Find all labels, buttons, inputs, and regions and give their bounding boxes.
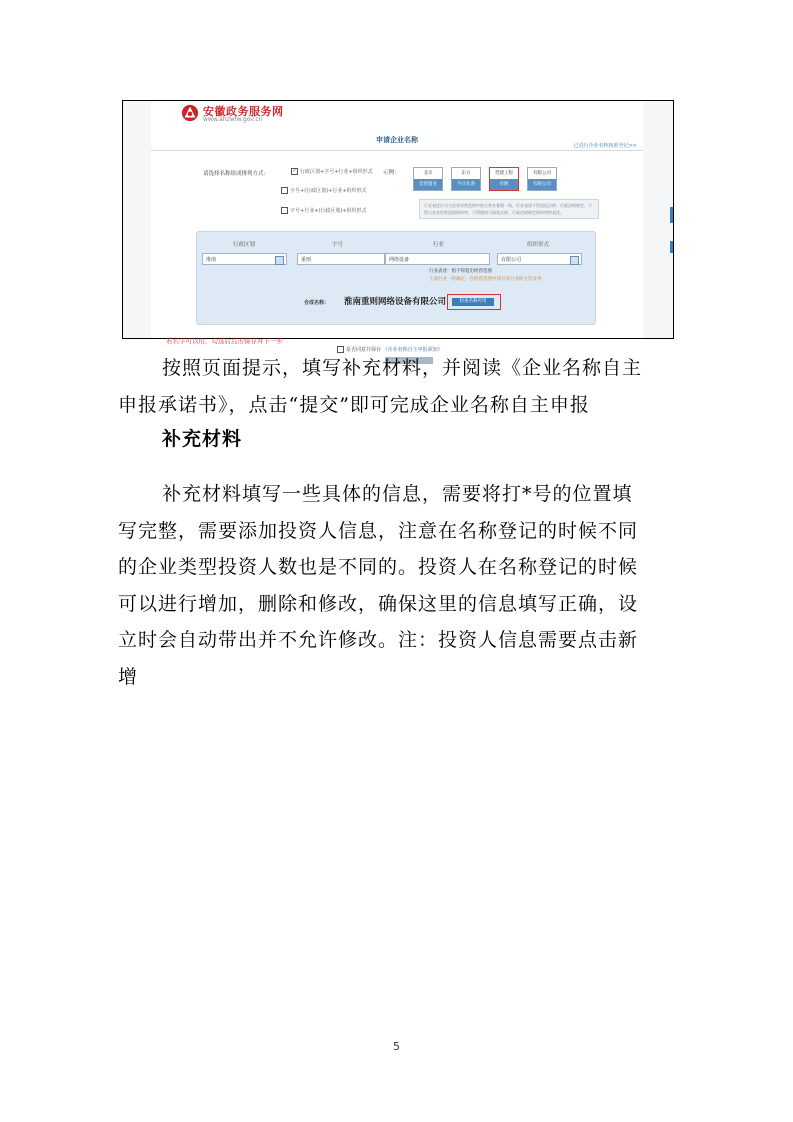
side-tab[interactable] — [670, 207, 673, 223]
example-box: 东方 今日头条 — [451, 167, 481, 191]
option-1[interactable]: ✓ 行政区划+字号+行业+组织形式 — [292, 168, 373, 175]
site-title: 安徽政务服务网 — [203, 105, 284, 118]
column-header: 行业 — [433, 242, 445, 248]
page-number: 5 — [393, 1040, 400, 1053]
text-line: 可以进行增加，删除和修改，确保这里的信息填写正确，设 — [118, 592, 639, 615]
option-2[interactable]: 字号+(行政区划)+行业+组织形式 — [281, 187, 366, 194]
paragraph-intro — [118, 350, 678, 423]
panel-title: 申请企业名称 — [376, 136, 418, 144]
example-box-selected: 营建工程 有限 — [489, 167, 519, 191]
industry-input[interactable]: 网络设备 — [385, 253, 490, 265]
apply-name-panel — [151, 127, 643, 353]
text-line: 补充材料填写一些具体的信息，需要将打*号的位置填 — [162, 483, 633, 505]
text-line: 写完整，需要添加投资人信息，注意在名称登记的时候不同 — [118, 519, 639, 542]
check-name-button[interactable]: 检查名称可用 — [447, 294, 501, 310]
name-form — [196, 231, 596, 325]
text-line: 按照页面提示，填写补充材料，并阅读《企业名称自主 — [162, 357, 643, 379]
red-tip: 若名字可以用，勾选后点击保存并下一步 — [166, 337, 283, 345]
industry-warning: 上面行业一经确定，在经营范围中须有该行业的主营业务 — [429, 277, 542, 282]
column-header: 组织形式 — [527, 242, 550, 248]
panel-title-bar — [151, 132, 643, 151]
checkbox-icon[interactable] — [281, 187, 288, 194]
paragraph-supplement — [118, 476, 678, 695]
hint-box: 行业表述应当与企业经营范围中的主营业务相一致，行业表述不得违反法律、行政法规规定，不得与企业经营范围相冲突，不得使用与国家法律、行政法规规定相冲突的表述。 — [419, 199, 599, 219]
text-line: 立时会自动带出并不允许修改。注：投资人信息需要点击新 — [118, 629, 639, 651]
example-box: 北京 首创置业 — [413, 167, 443, 191]
combined-name-value: 淮南重则网络设备有限公司 — [344, 297, 447, 307]
save-agree[interactable]: 是否同意并保存 《企业名称自主申报须知》 — [337, 346, 443, 353]
checkbox-checked-icon[interactable]: ✓ — [292, 168, 297, 174]
dropdown-icon[interactable] — [275, 256, 284, 265]
text-line: 增 — [118, 665, 139, 688]
text-line: 申报承诺书》，点击“提交”即可完成企业名称自主申报 — [118, 393, 590, 416]
embedded-screenshot — [122, 100, 674, 353]
option-3[interactable]: 字号+行业+(行政区划)+组织形式 — [281, 207, 366, 214]
org-form-select[interactable]: 有限公司 — [497, 253, 582, 265]
column-header: 字号 — [332, 242, 344, 248]
checkbox-icon[interactable] — [281, 207, 288, 214]
trade-name-input[interactable]: 重则 — [297, 253, 385, 265]
dropdown-icon[interactable] — [570, 256, 579, 265]
industry-note: 行业表述：指不得超出经营范围 — [429, 269, 492, 274]
combined-name-label: 合成名称： — [304, 300, 330, 306]
notice-link[interactable]: 《企业名称自主申报须知》 — [382, 347, 443, 353]
logo-icon — [181, 104, 199, 122]
column-header: 行政区划 — [233, 242, 256, 248]
options-label: 请选择名称组成排列方式： — [203, 171, 270, 177]
site-url: www.ahzwfw.gov.cn — [203, 116, 263, 123]
region-select[interactable]: 淮南 — [202, 253, 287, 265]
panel-link[interactable]: 已进行企业名称核准登记>> — [573, 143, 637, 149]
site-header — [151, 101, 643, 127]
examples-label: 示例： — [383, 170, 400, 176]
text-line: 的企业类型投资人数也是不同的。投资人在名称登记的时候 — [118, 556, 639, 578]
example-box: 有限公司 有限公司 — [527, 167, 557, 191]
section-heading: 补充材料 — [162, 428, 243, 450]
side-tab[interactable] — [670, 241, 673, 253]
